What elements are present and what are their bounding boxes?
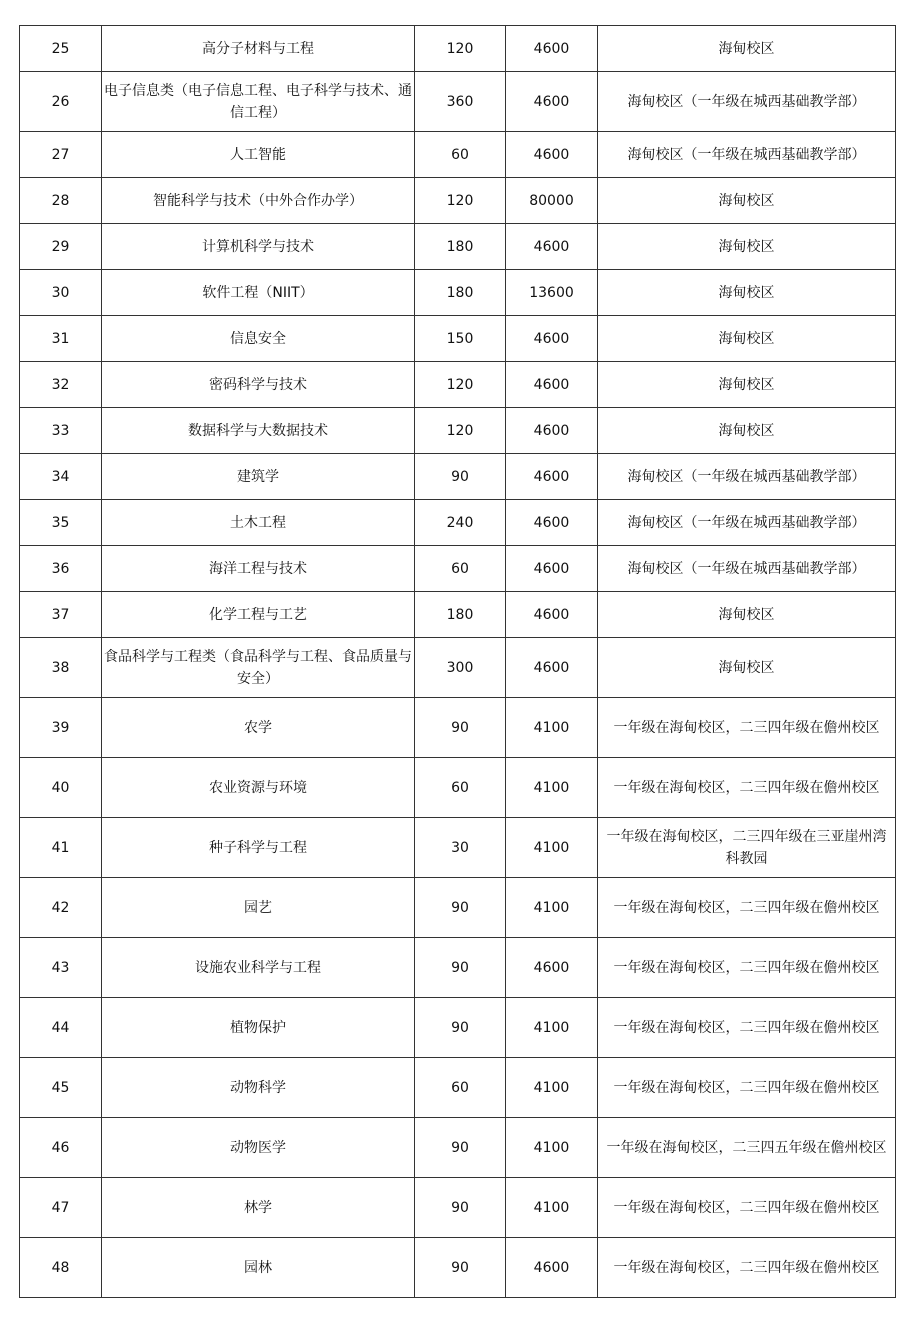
major-name-cell: 数据科学与大数据技术: [102, 408, 415, 454]
campus-cell: 一年级在海甸校区，二三四年级在儋州校区: [598, 758, 896, 818]
plan-count-cell: 180: [415, 592, 506, 638]
major-name-cell: 动物医学: [102, 1118, 415, 1178]
campus-cell: 海甸校区: [598, 316, 896, 362]
major-name-cell: 农学: [102, 698, 415, 758]
row-number-cell: 42: [20, 878, 102, 938]
campus-cell: 一年级在海甸校区，二三四年级在儋州校区: [598, 1058, 896, 1118]
plan-count-cell: 240: [415, 500, 506, 546]
plan-count-cell: 90: [415, 698, 506, 758]
row-number-cell: 28: [20, 178, 102, 224]
campus-cell: 海甸校区: [598, 178, 896, 224]
major-name-cell: 电子信息类（电子信息工程、电子科学与技术、通信工程）: [102, 72, 415, 132]
row-number-cell: 45: [20, 1058, 102, 1118]
table-row: [20, 592, 896, 638]
plan-count-cell: 300: [415, 638, 506, 698]
table-row: [20, 1118, 896, 1178]
campus-cell: 海甸校区: [598, 362, 896, 408]
tuition-fee-cell: 4600: [506, 500, 598, 546]
table-row: [20, 362, 896, 408]
tuition-fee-cell: 4600: [506, 592, 598, 638]
plan-count-cell: 90: [415, 998, 506, 1058]
major-name-cell: 农业资源与环境: [102, 758, 415, 818]
campus-cell: 一年级在海甸校区，二三四年级在儋州校区: [598, 938, 896, 998]
tuition-fee-cell: 4600: [506, 454, 598, 500]
row-number-cell: 37: [20, 592, 102, 638]
plan-count-cell: 60: [415, 546, 506, 592]
tuition-fee-cell: 4600: [506, 26, 598, 72]
row-number-cell: 33: [20, 408, 102, 454]
table-row: [20, 178, 896, 224]
plan-count-cell: 180: [415, 224, 506, 270]
major-name-cell: 化学工程与工艺: [102, 592, 415, 638]
major-name-cell: 人工智能: [102, 132, 415, 178]
campus-cell: 一年级在海甸校区，二三四年级在三亚崖州湾科教园: [598, 818, 896, 878]
row-number-cell: 38: [20, 638, 102, 698]
tuition-fee-cell: 4600: [506, 224, 598, 270]
plan-count-cell: 120: [415, 408, 506, 454]
row-number-cell: 47: [20, 1178, 102, 1238]
major-name-cell: 高分子材料与工程: [102, 26, 415, 72]
campus-cell: 海甸校区（一年级在城西基础教学部）: [598, 454, 896, 500]
tuition-fee-cell: 4100: [506, 818, 598, 878]
row-number-cell: 30: [20, 270, 102, 316]
plan-count-cell: 90: [415, 878, 506, 938]
tuition-fee-cell: 13600: [506, 270, 598, 316]
table-row: [20, 132, 896, 178]
major-name-cell: 信息安全: [102, 316, 415, 362]
major-name-cell: 海洋工程与技术: [102, 546, 415, 592]
major-name-cell: 软件工程（NIIT）: [102, 270, 415, 316]
tuition-fee-cell: 4100: [506, 878, 598, 938]
table-row: [20, 758, 896, 818]
plan-count-cell: 120: [415, 26, 506, 72]
row-number-cell: 26: [20, 72, 102, 132]
tuition-fee-cell: 4600: [506, 408, 598, 454]
tuition-fee-cell: 80000: [506, 178, 598, 224]
row-number-cell: 39: [20, 698, 102, 758]
campus-cell: 一年级在海甸校区，二三四年级在儋州校区: [598, 878, 896, 938]
campus-cell: 一年级在海甸校区，二三四年级在儋州校区: [598, 698, 896, 758]
row-number-cell: 34: [20, 454, 102, 500]
major-name-cell: 动物科学: [102, 1058, 415, 1118]
row-number-cell: 36: [20, 546, 102, 592]
major-name-cell: 智能科学与技术（中外合作办学）: [102, 178, 415, 224]
tuition-fee-cell: 4600: [506, 72, 598, 132]
row-number-cell: 32: [20, 362, 102, 408]
major-name-cell: 园艺: [102, 878, 415, 938]
tuition-fee-cell: 4600: [506, 938, 598, 998]
row-number-cell: 40: [20, 758, 102, 818]
major-name-cell: 林学: [102, 1178, 415, 1238]
table-row: [20, 316, 896, 362]
plan-count-cell: 180: [415, 270, 506, 316]
plan-count-cell: 30: [415, 818, 506, 878]
enrollment-table: [19, 25, 896, 1298]
tuition-fee-cell: 4600: [506, 132, 598, 178]
table-row: [20, 638, 896, 698]
table-row: [20, 938, 896, 998]
tuition-fee-cell: 4600: [506, 1238, 598, 1298]
table-row: [20, 818, 896, 878]
plan-count-cell: 90: [415, 454, 506, 500]
major-name-cell: 植物保护: [102, 998, 415, 1058]
table-row: [20, 1058, 896, 1118]
row-number-cell: 35: [20, 500, 102, 546]
table-row: [20, 500, 896, 546]
campus-cell: 海甸校区（一年级在城西基础教学部）: [598, 72, 896, 132]
table-row: [20, 878, 896, 938]
campus-cell: 一年级在海甸校区，二三四年级在儋州校区: [598, 1178, 896, 1238]
major-name-cell: 种子科学与工程: [102, 818, 415, 878]
tuition-fee-cell: 4600: [506, 362, 598, 408]
campus-cell: 海甸校区: [598, 592, 896, 638]
campus-cell: 海甸校区: [598, 26, 896, 72]
plan-count-cell: 60: [415, 132, 506, 178]
major-name-cell: 密码科学与技术: [102, 362, 415, 408]
table-row: [20, 72, 896, 132]
tuition-fee-cell: 4600: [506, 546, 598, 592]
campus-cell: 一年级在海甸校区，二三四年级在儋州校区: [598, 998, 896, 1058]
campus-cell: 一年级在海甸校区，二三四年级在儋州校区: [598, 1238, 896, 1298]
plan-count-cell: 120: [415, 178, 506, 224]
table-row: [20, 270, 896, 316]
table-row: [20, 454, 896, 500]
table-row: [20, 1178, 896, 1238]
table-row: [20, 224, 896, 270]
row-number-cell: 43: [20, 938, 102, 998]
plan-count-cell: 120: [415, 362, 506, 408]
plan-count-cell: 90: [415, 1238, 506, 1298]
major-name-cell: 土木工程: [102, 500, 415, 546]
tuition-fee-cell: 4600: [506, 316, 598, 362]
table-row: [20, 1238, 896, 1298]
plan-count-cell: 90: [415, 1178, 506, 1238]
row-number-cell: 29: [20, 224, 102, 270]
tuition-fee-cell: 4100: [506, 1118, 598, 1178]
campus-cell: 海甸校区: [598, 270, 896, 316]
row-number-cell: 25: [20, 26, 102, 72]
plan-count-cell: 60: [415, 758, 506, 818]
plan-count-cell: 60: [415, 1058, 506, 1118]
major-name-cell: 食品科学与工程类（食品科学与工程、食品质量与安全）: [102, 638, 415, 698]
major-name-cell: 园林: [102, 1238, 415, 1298]
major-name-cell: 设施农业科学与工程: [102, 938, 415, 998]
table-row: [20, 546, 896, 592]
row-number-cell: 41: [20, 818, 102, 878]
tuition-fee-cell: 4100: [506, 698, 598, 758]
table-body: [20, 26, 896, 1298]
plan-count-cell: 90: [415, 938, 506, 998]
tuition-fee-cell: 4100: [506, 758, 598, 818]
major-name-cell: 建筑学: [102, 454, 415, 500]
table-row: [20, 698, 896, 758]
campus-cell: 海甸校区: [598, 224, 896, 270]
row-number-cell: 27: [20, 132, 102, 178]
row-number-cell: 46: [20, 1118, 102, 1178]
tuition-fee-cell: 4100: [506, 1058, 598, 1118]
tuition-fee-cell: 4600: [506, 638, 598, 698]
tuition-fee-cell: 4100: [506, 998, 598, 1058]
row-number-cell: 44: [20, 998, 102, 1058]
plan-count-cell: 150: [415, 316, 506, 362]
plan-count-cell: 90: [415, 1118, 506, 1178]
tuition-fee-cell: 4100: [506, 1178, 598, 1238]
major-name-cell: 计算机科学与技术: [102, 224, 415, 270]
campus-cell: 海甸校区（一年级在城西基础教学部）: [598, 546, 896, 592]
campus-cell: 一年级在海甸校区，二三四五年级在儋州校区: [598, 1118, 896, 1178]
campus-cell: 海甸校区: [598, 638, 896, 698]
row-number-cell: 48: [20, 1238, 102, 1298]
campus-cell: 海甸校区（一年级在城西基础教学部）: [598, 500, 896, 546]
table-row: [20, 998, 896, 1058]
table-row: [20, 408, 896, 454]
row-number-cell: 31: [20, 316, 102, 362]
campus-cell: 海甸校区: [598, 408, 896, 454]
table-row: [20, 26, 896, 72]
plan-count-cell: 360: [415, 72, 506, 132]
campus-cell: 海甸校区（一年级在城西基础教学部）: [598, 132, 896, 178]
